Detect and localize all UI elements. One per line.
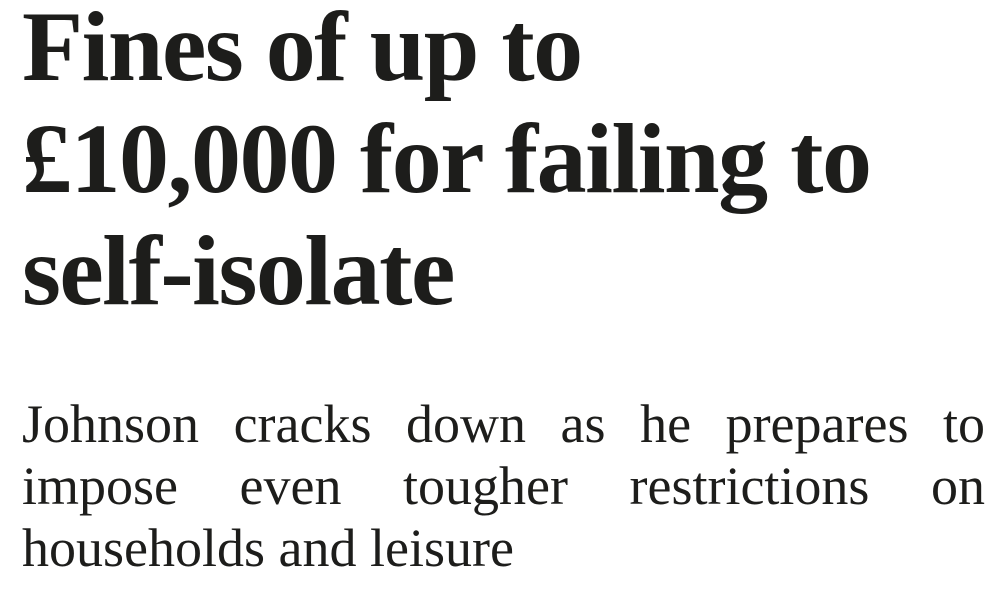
headline-line-3: self-isolate xyxy=(22,215,454,326)
standfirst-line-2: impose even tougher restrictions on xyxy=(22,456,985,516)
headline xyxy=(22,0,985,327)
headline-line-1: Fines of up to xyxy=(22,0,582,102)
standfirst-line-3: households and leisure xyxy=(22,518,514,578)
standfirst xyxy=(22,393,985,579)
headline-line-2: £10,000 for failing to xyxy=(22,103,871,214)
standfirst-line-1: Johnson cracks down as he prepares to xyxy=(22,394,985,454)
